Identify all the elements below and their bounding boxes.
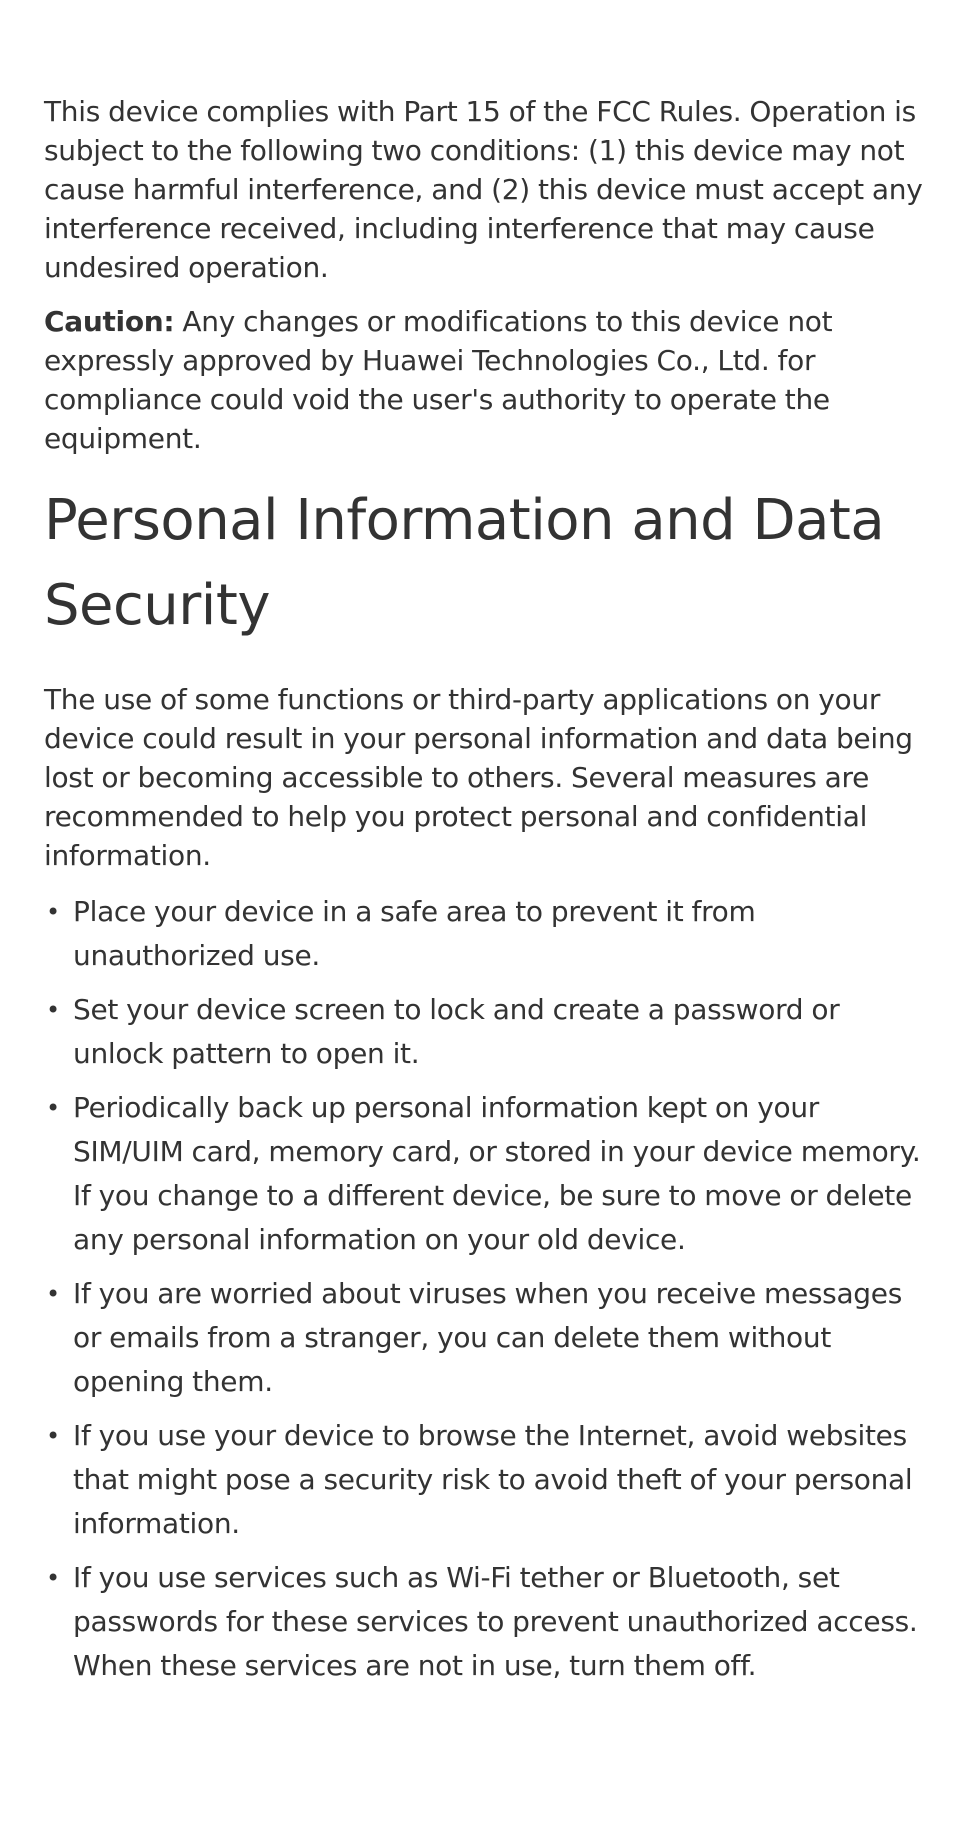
intro-paragraph: The use of some functions or third-party applications on your device could result in your personal information and data being lost or becoming accessible to others. Several measures are recommended to help you protect personal and confidential information. bbox=[44, 683, 913, 872]
list-item-text: If you are worried about viruses when you receive messages or emails from a stranger, you can delete them without opening them. bbox=[73, 1277, 902, 1398]
list-item-text: Periodically back up personal information kept on your SIM/UIM card, memory card, or stored in your device memory. If you change to a different device, be sure to move or delete any personal information on your old device. bbox=[73, 1091, 921, 1256]
section-heading: Personal Information and Data Security bbox=[44, 488, 885, 638]
security-tips-list bbox=[44, 890, 924, 1698]
bullet-icon: • bbox=[46, 1280, 60, 1308]
caution-label: Caution: bbox=[44, 305, 175, 338]
list-item-text: Place your device in a safe area to prevent it from unauthorized use. bbox=[73, 895, 756, 972]
list-item-text: If you use your device to browse the Internet, avoid websites that might pose a security risk to avoid theft of your personal information. bbox=[73, 1419, 913, 1540]
caution-text: Any changes or modifications to this device not expressly approved by Huawei Technologies Co., Ltd. for compliance could void the user's authority to operate the equipment. bbox=[44, 305, 833, 455]
list-item bbox=[44, 890, 924, 978]
bullet-icon: • bbox=[46, 1422, 60, 1450]
list-item bbox=[44, 1414, 924, 1546]
bullet-icon: • bbox=[46, 996, 60, 1024]
list-item-text: If you use services such as Wi-Fi tether or Bluetooth, set passwords for these services to prevent unauthorized access. When these services are not in use, turn them off. bbox=[73, 1561, 918, 1682]
bullet-icon: • bbox=[46, 898, 60, 926]
list-item bbox=[44, 1086, 924, 1262]
caution-paragraph bbox=[44, 302, 924, 458]
fcc-compliance-paragraph: This device complies with Part 15 of the FCC Rules. Operation is subject to the following two conditions: (1) this device may not cause harmful interference, and (2) this device must accept any interference received, including interference that may cause undesired operation. bbox=[44, 95, 923, 284]
list-item bbox=[44, 1272, 924, 1404]
list-item bbox=[44, 1556, 924, 1688]
list-item bbox=[44, 988, 924, 1076]
bullet-icon: • bbox=[46, 1094, 60, 1122]
list-item-text: Set your device screen to lock and create a password or unlock pattern to open it. bbox=[73, 993, 840, 1070]
bullet-icon: • bbox=[46, 1564, 60, 1592]
